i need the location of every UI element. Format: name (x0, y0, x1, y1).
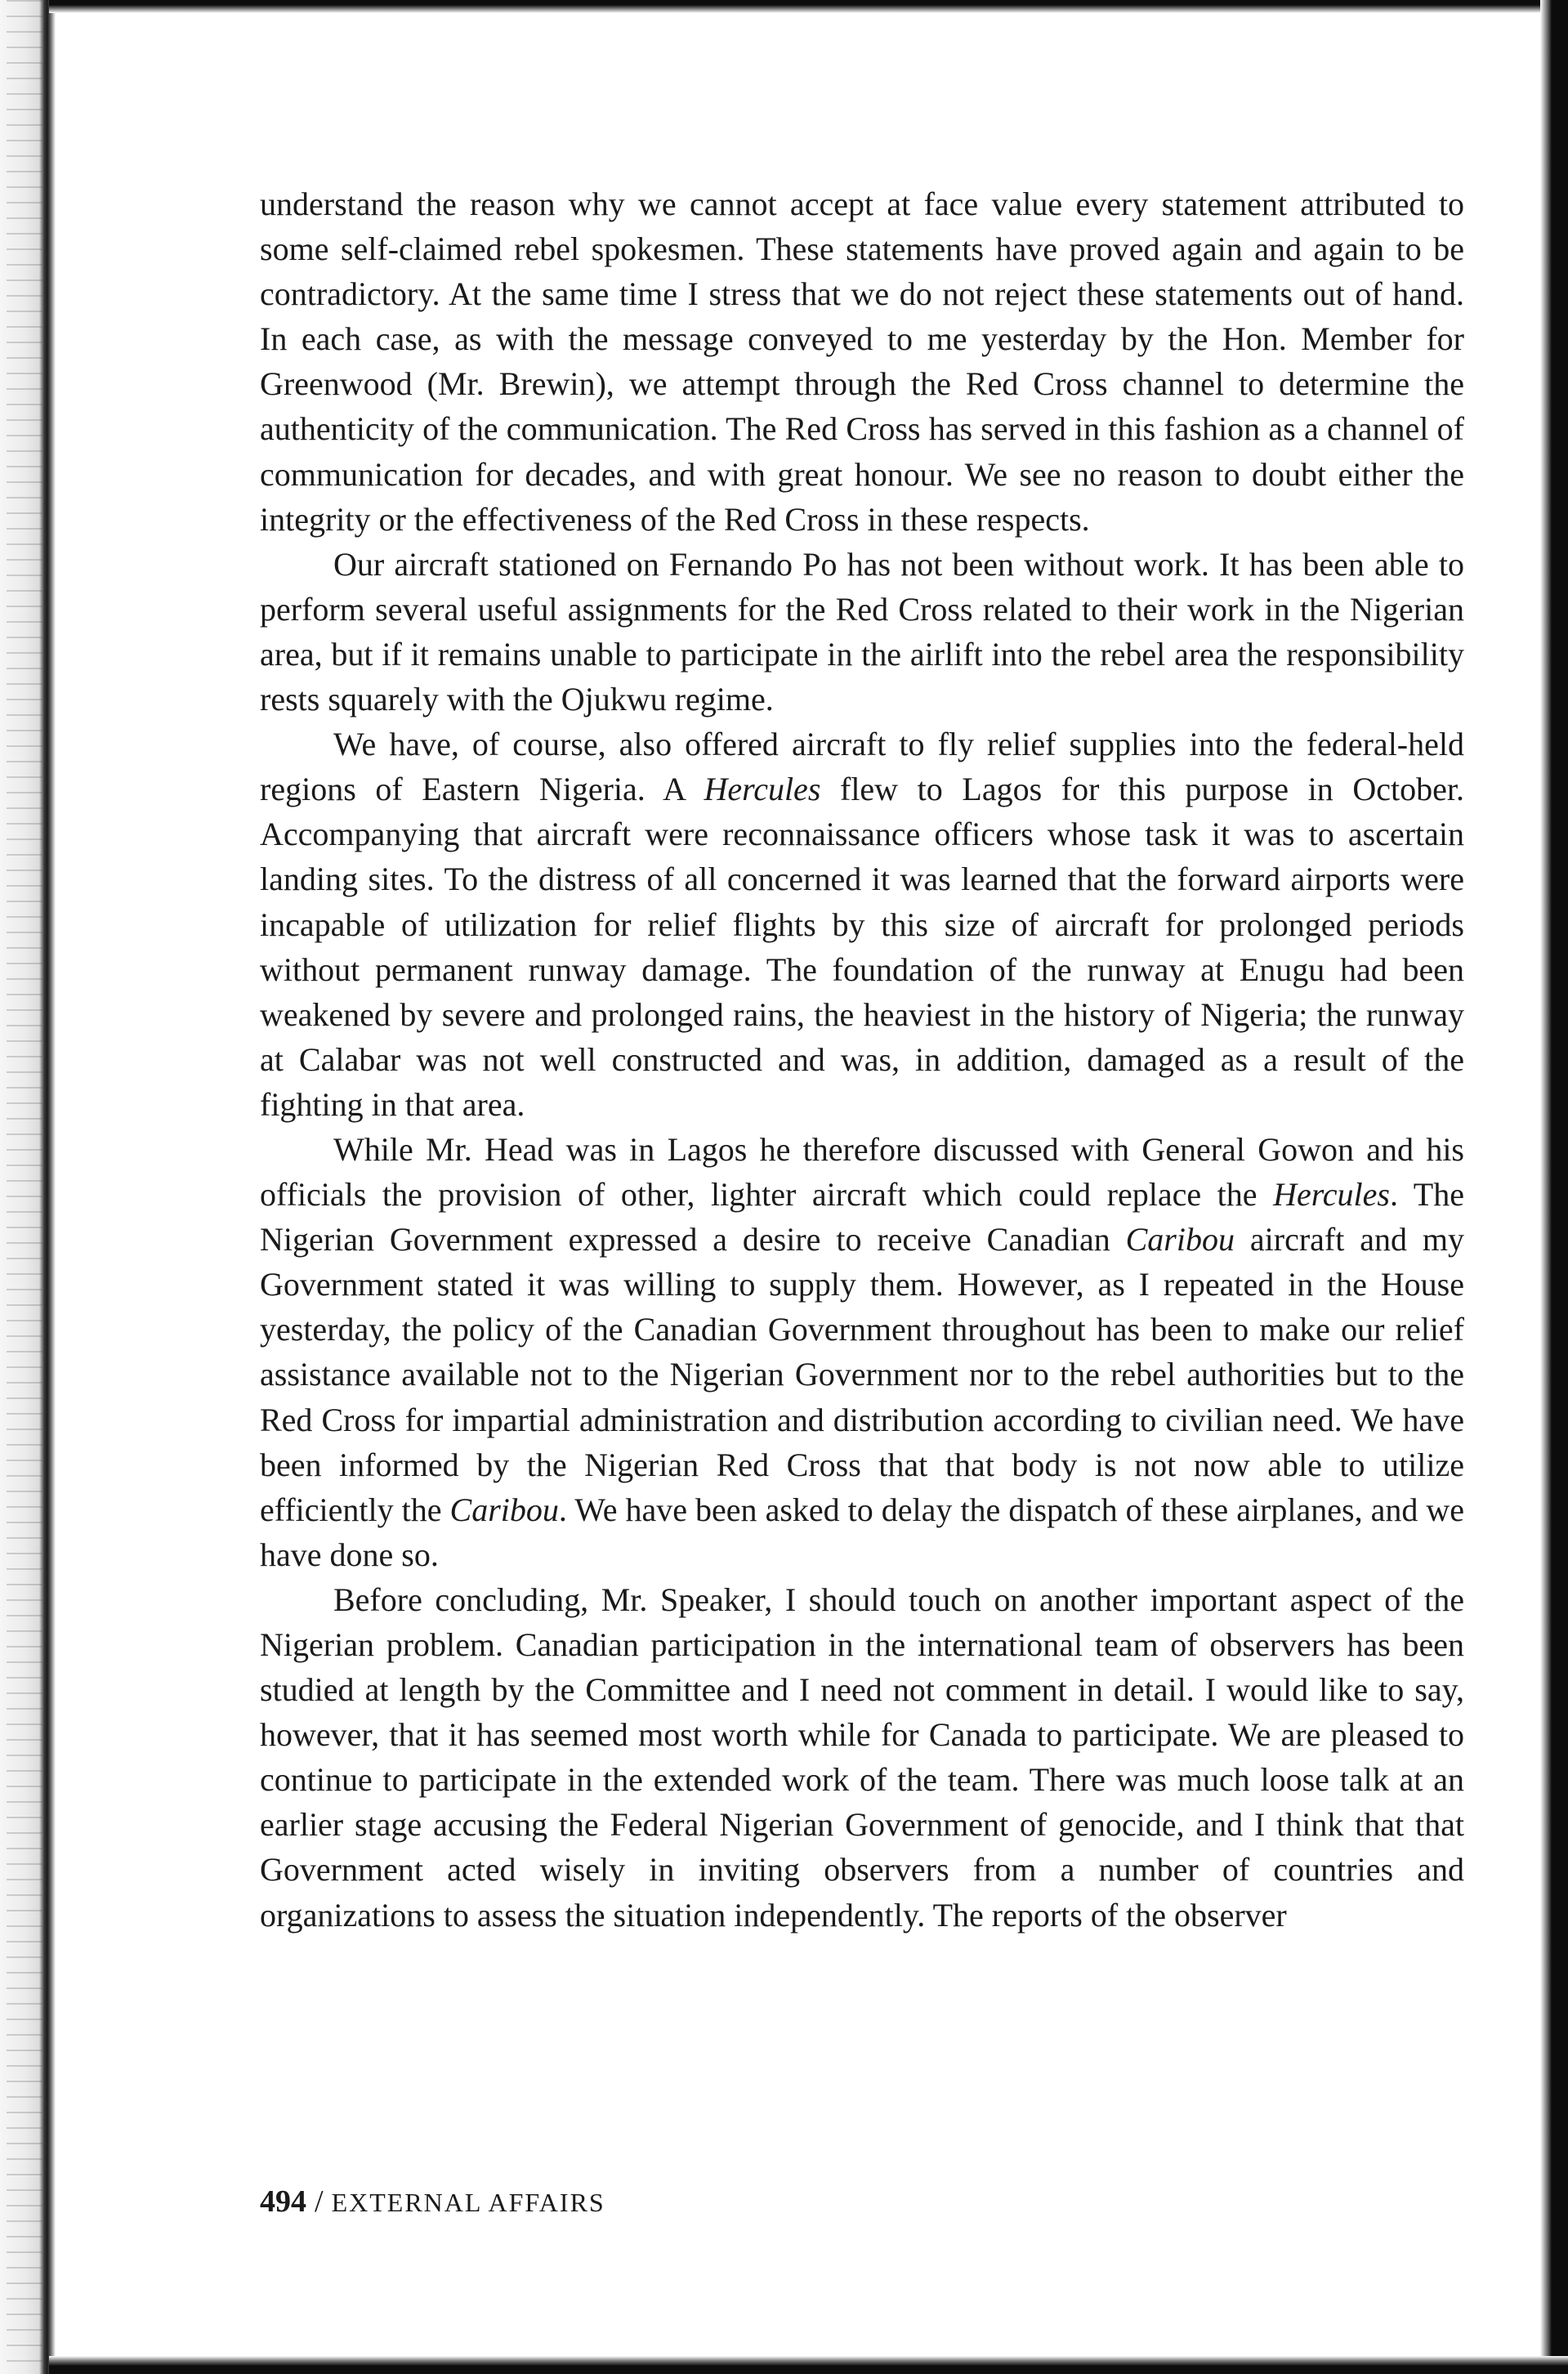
paragraph (260, 542, 1464, 722)
scan-top-edge (49, 0, 1568, 13)
text-segment: While Mr. Head was in Lagos he therefore discussed with General Gowon and his officials the provision of other, lighter aircraft which could replace the (260, 1130, 1464, 1214)
text-segment: flew to Lagos for this purpose in October. Accompanying that aircraft were reconnaissance officers whose task it was to ascertain landing sites. To the distress of all concerned it was learned that the forward airports were incapable of utilization for relief flights by this size of aircraft for prolonged periods without permanent runway damage. The foundation of the runway at Enugu had been weakened by severe and prolonged rains, the heaviest in the history of Nigeria; the runway at Calabar was not well constructed and was, in addition, damaged as a result of the fighting in that area. (260, 771, 1464, 1123)
text-segment: understand the reason why we cannot accept at face value every statement attributed to some self-claimed rebel spokesmen. These statements have proved again and again to be contradictory. At the same time I stress that we do not reject these statements out of hand. In each case, as with the message conveyed to me yesterday by the Hon. Member for Greenwood (Mr. Brewin), we attempt through the Red Cross channel to determine the authenticity of the communication. The Red Cross has served in this fashion as a channel of communication for decades, and with great honour. We see no reason to doubt either the integrity or the effectiveness of the Red Cross in these respects. (260, 186, 1464, 538)
document-body (260, 181, 1464, 1938)
text-segment: . The Nigerian Government expressed a desire to receive Canadian (260, 1176, 1464, 1259)
page-number: 494 (260, 2184, 306, 2219)
paragraph (260, 181, 1464, 542)
text-segment: We have, of course, also offered aircraft to fly relief supplies into the federal-held regions of Eastern Nigeria. A (260, 726, 1464, 808)
italic-text-segment: Hercules (704, 771, 821, 808)
page-footer (260, 2184, 605, 2220)
paragraph (260, 1127, 1464, 1577)
publication-title: EXTERNAL AFFAIRS (331, 2188, 605, 2217)
footer-separator: / (315, 2184, 324, 2219)
paragraph (260, 722, 1464, 1127)
italic-text-segment: Caribou (449, 1491, 559, 1528)
scan-left-speckle (7, 0, 42, 2374)
text-segment: Our aircraft stationed on Fernando Po has not been without work. It has been able to perform several useful assignments for the Red Cross related to their work in the Nigerian area, but if it remains unable to participate in the airlift into the rebel area the responsibility rests squarely with the Ojukwu regime. (260, 545, 1464, 718)
italic-text-segment: Caribou (1125, 1221, 1235, 1259)
paragraph (260, 1577, 1464, 1938)
italic-text-segment: Hercules (1273, 1176, 1390, 1214)
text-segment: . We have been asked to delay the dispatch of these airplanes, and we have done so. (260, 1491, 1465, 1573)
text-segment: aircraft and my Government stated it was willing to supply them. However, as I repeated in the House yesterday, the policy of the Canadian Government throughout has been to make our relief assistance available not to the Nigerian Government nor to the rebel authorities but to the Red Cross for impartial administration and distribution according to civilian need. We have been informed by the Nigerian Red Cross that that body is not now able to utilize efficiently the (260, 1221, 1464, 1528)
text-segment: Before concluding, Mr. Speaker, I should touch on another important aspect of the Nigerian problem. Canadian participation in the international team of observers has been studied at length by the Committee and I need not comment in detail. I would like to say, however, that it has seemed most worth while for Canada to participate. We are pleased to continue to participate in the extended work of the team. There was much loose talk at an earlier stage accusing the Federal Nigerian Government of genocide, and I think that that Government acted wisely in inviting observers from a number of countries and organizations to assess the situation independently. The reports of the observer (260, 1580, 1464, 1934)
scan-bottom-edge (49, 2356, 1568, 2374)
scan-right-edge (1540, 0, 1568, 2374)
